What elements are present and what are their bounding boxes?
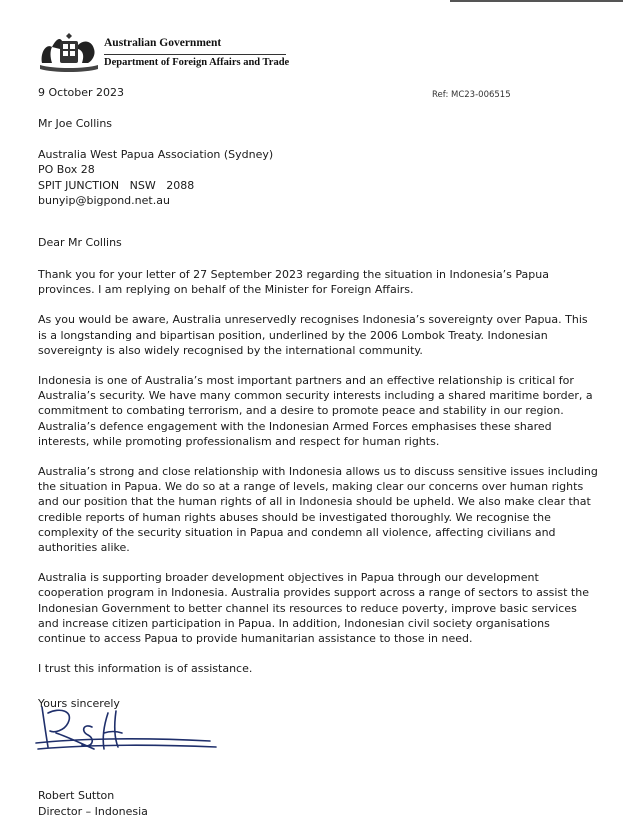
coat-of-arms-icon [38,33,100,73]
department-name: Department of Foreign Affairs and Trade [104,57,290,68]
address-line: Australia West Papua Association (Sydney) [38,147,274,161]
signatory-title: Director – Indonesia [38,804,148,818]
government-name: Australian Government [104,37,222,49]
letter-body [38,267,598,691]
letterhead-divider [104,54,286,55]
signatory-name: Robert Sutton [38,789,115,802]
handwritten-signature [34,703,219,761]
address-line: SPIT JUNCTION NSW 2088 [38,178,195,192]
body-paragraph: Australia’s strong and close relationship with Indonesia allows us to discuss sensitive issues including the situation in Papua. We do so at a range of levels, making clear our concerns over human rights and our position that the human rights of all in Indonesia should be upheld. We also make clear that credible reports of human rights abuses should be investigated thoroughly. We recognise the complexity of the security situation in Papua and condemn all violence, affecting civilians and authorities alike. [38,465,598,555]
recipient-address-block [38,116,273,209]
recipient-name: Mr Joe Collins [38,117,113,130]
body-paragraph: I trust this information is of assistance. [38,662,253,676]
body-paragraph: As you would be aware, Australia unreservedly recognises Indonesia’s sovereignty over Papua. This is a longstanding and bipartisan position, underlined by the 2006 Lombok Treaty. Indonesian sovereignty is also widely recognised by the international community. [38,313,588,357]
closing: Yours sincerely [38,697,120,710]
body-paragraph: Thank you for your letter of 27 September 2023 regarding the situation in Indonesia’s Papua provinces. I am replying on behalf of the Minister for Foreign Affairs. [38,268,549,297]
body-paragraph: Australia is supporting broader development objectives in Papua through our development cooperation program in Indonesia. Australia provides support across a range of sectors to assist the Indonesian Government to better channel its resources to reduce poverty, improve basic services and increase citizen participation in Papua. In addition, Indonesian civil society organisations continue to access Papua to provide humanitarian assistance to those in need. [38,571,589,646]
reference-number: Ref: MC23-006515 [432,90,511,100]
body-paragraph: Indonesia is one of Australia’s most important partners and an effective relationship is critical for Australia’s security. We have many common security interests including a shared maritime border, a commitment to combating terrorism, and a desire to promote peace and stability in our region. Australia’s defence engagement with the Indonesian Armed Forces emphasises these shared interests, while promoting professionalism and respect for human rights. [38,374,593,448]
recipient-email: bunyip@bigpond.net.au [38,194,170,207]
salutation: Dear Mr Collins [38,236,122,249]
letter-date: 9 October 2023 [38,86,125,99]
scan-edge-line [450,0,623,2]
signatory-block [38,788,148,819]
address-line: PO Box 28 [38,163,95,176]
